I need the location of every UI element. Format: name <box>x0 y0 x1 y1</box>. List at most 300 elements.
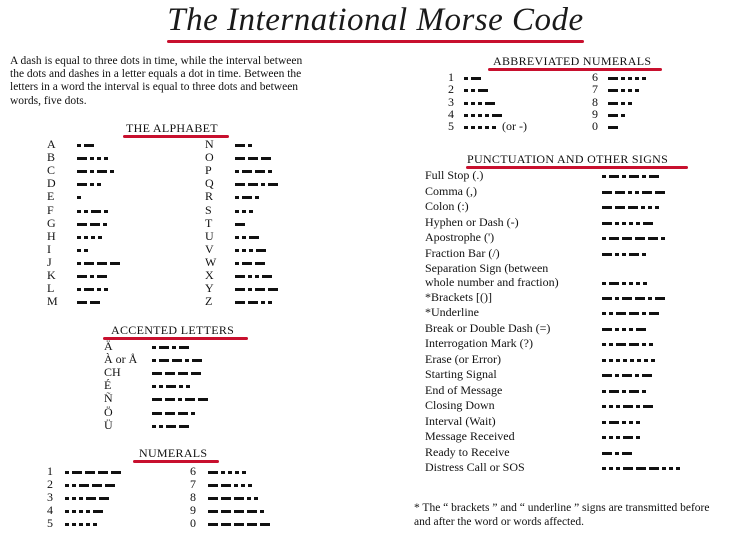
morse-dash <box>90 223 100 226</box>
punctuation-row-label: Separation Sign (between <box>425 261 549 275</box>
morse-dash <box>185 398 195 401</box>
morse-dot <box>84 249 88 252</box>
morse-dash <box>623 436 633 439</box>
morse-dash <box>77 223 87 226</box>
numeral-row-morse <box>65 471 121 474</box>
morse-dot <box>268 301 272 304</box>
morse-dash <box>602 206 612 209</box>
morse-dot <box>485 126 489 129</box>
morse-dash <box>159 346 169 349</box>
alphabet-row-morse <box>77 223 107 226</box>
morse-dot <box>260 510 264 513</box>
abbrev-numeral-row-morse <box>608 126 618 129</box>
morse-dot <box>464 114 468 117</box>
abbrev-numeral-row-morse <box>464 89 488 92</box>
morse-dot <box>90 275 94 278</box>
morse-dot <box>642 253 646 256</box>
morse-dot <box>242 249 246 252</box>
punctuation-row-label: Full Stop (.) <box>425 168 484 182</box>
morse-dash <box>72 471 82 474</box>
morse-dot <box>602 282 606 285</box>
morse-dash <box>609 421 619 424</box>
morse-dot <box>628 191 632 194</box>
alphabet-row-label: N <box>205 137 214 151</box>
numeral-row-label: 1 <box>47 464 53 478</box>
alphabet-row-label: U <box>205 228 214 243</box>
alphabet-row-label: X <box>205 268 214 282</box>
morse-dot <box>77 196 81 199</box>
morse-dot <box>72 497 76 500</box>
abbrev-numeral-row-label: 6 <box>592 70 598 84</box>
punctuation-row-label: Interval (Wait) <box>425 413 496 428</box>
morse-dash <box>235 183 245 186</box>
morse-dot <box>242 236 246 239</box>
morse-dash <box>247 523 257 526</box>
morse-dot <box>629 222 633 225</box>
morse-dash <box>166 385 176 388</box>
punctuation-row-label: Erase (or Error) <box>425 351 501 366</box>
morse-dash <box>629 253 639 256</box>
morse-dot <box>235 210 239 213</box>
morse-dot <box>630 359 634 362</box>
morse-dot <box>255 196 259 199</box>
morse-dash <box>248 183 258 186</box>
morse-dot <box>492 126 496 129</box>
morse-dot <box>616 405 620 408</box>
morse-dash <box>79 484 89 487</box>
morse-dot <box>86 523 90 526</box>
abbrev-numeral-row-label: 8 <box>592 94 598 109</box>
morse-dot <box>622 421 626 424</box>
morse-dot <box>642 312 646 315</box>
morse-dash <box>77 275 87 278</box>
morse-dash <box>77 170 87 173</box>
morse-dash <box>255 170 265 173</box>
morse-dot <box>641 206 645 209</box>
morse-dash <box>268 288 278 291</box>
accented-row-morse <box>152 372 201 375</box>
morse-dash <box>208 510 218 513</box>
alphabet-row-morse <box>77 262 120 265</box>
morse-dash <box>629 312 639 315</box>
morse-dot <box>97 183 101 186</box>
morse-dash <box>642 191 652 194</box>
accented-row-label: Ö <box>104 404 113 419</box>
morse-dot <box>621 102 625 105</box>
alphabet-row-morse <box>77 236 102 239</box>
alphabet-row-label: M <box>47 294 58 309</box>
morse-dash <box>198 398 208 401</box>
numeral-row-morse <box>65 484 115 487</box>
morse-dash <box>97 275 107 278</box>
punctuation-row-label: Message Received <box>425 429 515 443</box>
morse-dot <box>609 343 613 346</box>
numeral-row-label: 6 <box>190 464 196 478</box>
morse-dot <box>629 282 633 285</box>
morse-dot <box>636 436 640 439</box>
alphabet-row-morse <box>77 275 107 278</box>
morse-dash <box>622 374 632 377</box>
morse-dot <box>235 170 239 173</box>
punctuation-row-label: Fraction Bar (/) <box>425 245 500 260</box>
punctuation-row-label: Interrogation Mark (?) <box>425 336 533 350</box>
morse-dot <box>84 210 88 213</box>
alphabet-row-morse <box>77 210 108 213</box>
morse-dash <box>608 102 618 105</box>
title-underline <box>167 40 584 43</box>
morse-dash <box>485 102 495 105</box>
abbrev-numeral-row-morse <box>464 102 495 105</box>
morse-dot <box>77 262 81 265</box>
morse-dot <box>615 222 619 225</box>
punctuation-row-label: Starting Signal <box>425 367 497 381</box>
morse-dot <box>644 359 648 362</box>
morse-dash <box>608 114 618 117</box>
morse-dot <box>221 471 225 474</box>
morse-dot <box>615 253 619 256</box>
morse-dot <box>77 288 81 291</box>
morse-dash <box>192 359 202 362</box>
alphabet-row-morse <box>235 196 259 199</box>
morse-dash <box>616 312 626 315</box>
morse-dot <box>248 484 252 487</box>
alphabet-row-label: A <box>47 137 56 151</box>
morse-dot <box>97 157 101 160</box>
morse-dot <box>93 523 97 526</box>
morse-dot <box>110 170 114 173</box>
morse-dash <box>235 144 245 147</box>
morse-dot <box>602 175 606 178</box>
punctuation-row-morse <box>602 452 632 455</box>
morse-dot <box>621 77 625 80</box>
morse-dash <box>602 328 612 331</box>
morse-dot <box>622 282 626 285</box>
morse-dot <box>159 385 163 388</box>
morse-dash <box>643 222 653 225</box>
morse-dash <box>636 467 646 470</box>
punctuation-row-morse <box>602 191 665 194</box>
abbrev-numeral-row-label: 5 <box>448 119 454 134</box>
accented-row-morse <box>152 412 195 415</box>
morse-dash <box>247 510 257 513</box>
morse-dot <box>661 237 665 240</box>
morse-dot <box>90 170 94 173</box>
morse-dash <box>628 206 638 209</box>
morse-dash <box>221 484 231 487</box>
punctuation-row-morse <box>602 328 646 331</box>
morse-dot <box>636 405 640 408</box>
morse-dot <box>651 359 655 362</box>
abbrev-numeral-row-morse <box>464 126 496 129</box>
abbreviated-heading-rule <box>488 68 662 71</box>
morse-dash <box>622 452 632 455</box>
morse-dot <box>609 359 613 362</box>
morse-dash <box>616 343 626 346</box>
morse-dash <box>471 77 481 80</box>
abbrev-numeral-row-label: 3 <box>448 94 454 109</box>
abbrev-numeral-row-morse <box>608 89 639 92</box>
morse-dot <box>249 210 253 213</box>
morse-dot <box>628 102 632 105</box>
morse-dot <box>84 236 88 239</box>
alphabet-row-label: V <box>205 241 214 256</box>
accented-row-label: Ä <box>104 339 113 353</box>
morse-dash <box>256 249 266 252</box>
morse-dash <box>179 346 189 349</box>
accented-heading: ACCENTED LETTERS <box>111 323 235 337</box>
accented-row-morse <box>152 359 202 362</box>
morse-dot <box>248 144 252 147</box>
morse-dot <box>235 262 239 265</box>
page-title: The International Morse Code <box>167 2 584 38</box>
alphabet-row-label: E <box>47 189 55 204</box>
alphabet-row-morse <box>235 249 266 252</box>
morse-dot <box>186 385 190 388</box>
morse-dot <box>642 77 646 80</box>
punctuation-row-label-line2: whole number and fraction) <box>425 275 559 289</box>
morse-dot <box>649 343 653 346</box>
morse-dot <box>241 484 245 487</box>
alphabet-row-morse <box>235 170 272 173</box>
morse-dash <box>93 510 103 513</box>
morse-dot <box>72 510 76 513</box>
morse-dash <box>478 89 488 92</box>
morse-dash <box>152 398 162 401</box>
morse-dash <box>208 497 218 500</box>
morse-dash <box>609 237 619 240</box>
morse-dot <box>676 467 680 470</box>
morse-dash <box>649 467 659 470</box>
morse-dash <box>234 510 244 513</box>
morse-dash <box>166 425 176 428</box>
morse-dash <box>91 210 101 213</box>
morse-dash <box>623 405 633 408</box>
morse-dot <box>628 89 632 92</box>
morse-dot <box>79 523 83 526</box>
punctuation-row-morse <box>602 421 640 424</box>
punctuation-row-morse <box>602 405 653 408</box>
morse-dot <box>629 421 633 424</box>
morse-dash <box>191 372 201 375</box>
morse-dash <box>602 253 612 256</box>
morse-dash <box>86 497 96 500</box>
morse-dash <box>165 412 175 415</box>
alphabet-row-label: K <box>47 268 56 282</box>
morse-dash <box>159 359 169 362</box>
morse-dash <box>655 191 665 194</box>
punctuation-heading-rule <box>466 166 688 169</box>
morse-dot <box>97 288 101 291</box>
morse-dot <box>655 206 659 209</box>
morse-dot <box>77 249 81 252</box>
morse-dash <box>622 237 632 240</box>
morse-dash <box>262 275 272 278</box>
accented-row-label: CH <box>104 365 121 380</box>
morse-dash <box>152 412 162 415</box>
morse-dot <box>242 471 246 474</box>
punctuation-row-morse <box>602 206 659 209</box>
morse-dot <box>615 297 619 300</box>
morse-dot <box>662 467 666 470</box>
morse-dot <box>255 275 259 278</box>
morse-dot <box>464 89 468 92</box>
morse-dot <box>248 288 252 291</box>
punctuation-row-morse <box>602 253 646 256</box>
morse-dash <box>602 297 612 300</box>
morse-dot <box>72 484 76 487</box>
morse-dot <box>609 467 613 470</box>
morse-dash <box>221 497 231 500</box>
accented-row-label: Ü <box>104 417 113 432</box>
morse-dash <box>111 471 121 474</box>
morse-dash <box>84 288 94 291</box>
morse-dash <box>268 183 278 186</box>
morse-dot <box>622 253 626 256</box>
alphabet-row-morse <box>77 170 114 173</box>
punctuation-row-morse <box>602 390 646 393</box>
morse-dot <box>261 301 265 304</box>
numeral-row-morse <box>208 471 246 474</box>
punctuation-row-label: Colon (:) <box>425 199 469 213</box>
morse-dot <box>90 183 94 186</box>
morse-dash <box>609 282 619 285</box>
accented-row-label: Ñ <box>104 391 113 406</box>
morse-dot <box>464 77 468 80</box>
punctuation-row-morse <box>602 374 652 377</box>
morse-dot <box>471 89 475 92</box>
morse-dash <box>602 374 612 377</box>
morse-dash <box>649 312 659 315</box>
morse-dash <box>179 425 189 428</box>
alphabet-row-morse <box>77 288 108 291</box>
morse-dot <box>191 412 195 415</box>
numeral-row-morse <box>208 510 264 513</box>
accented-heading-rule <box>103 337 248 340</box>
alphabet-row-label: J <box>47 254 52 269</box>
morse-dot <box>178 398 182 401</box>
abbrev-numeral-row-alt: (or -) <box>502 119 527 134</box>
alphabet-row-label: T <box>205 215 213 230</box>
accented-row-morse <box>152 425 189 428</box>
alphabet-row-morse <box>235 236 259 239</box>
morse-dash <box>649 175 659 178</box>
morse-dot <box>636 282 640 285</box>
abbrev-numeral-row-label: 7 <box>592 82 598 97</box>
alphabet-row-morse <box>235 144 252 147</box>
morse-dash <box>98 471 108 474</box>
alphabet-row-morse <box>235 288 278 291</box>
morse-dash <box>97 262 107 265</box>
alphabet-row-label: H <box>47 228 56 243</box>
morse-dot <box>464 102 468 105</box>
morse-dash <box>255 262 265 265</box>
morse-dot <box>104 157 108 160</box>
alphabet-row-label: D <box>47 176 56 191</box>
morse-dash <box>90 301 100 304</box>
morse-dash <box>635 237 645 240</box>
abbrev-numeral-row-label: 9 <box>592 106 598 121</box>
punctuation-row-morse <box>602 222 653 225</box>
morse-dot <box>602 467 606 470</box>
intro-line: letters in a word the interval is equal to three dots and between <box>10 81 299 94</box>
morse-dash <box>622 297 632 300</box>
morse-dot <box>602 312 606 315</box>
morse-dash <box>242 262 252 265</box>
morse-dot <box>471 102 475 105</box>
morse-dot <box>235 249 239 252</box>
morse-dash <box>642 374 652 377</box>
intro-paragraph <box>10 55 335 108</box>
alphabet-row-morse <box>235 223 245 226</box>
morse-dot <box>77 144 81 147</box>
numeral-row-label: 3 <box>47 490 53 505</box>
morse-dash <box>242 170 252 173</box>
morse-dot <box>602 237 606 240</box>
morse-dot <box>152 425 156 428</box>
abbrev-numeral-row-label: 2 <box>448 82 454 97</box>
morse-dash <box>84 262 94 265</box>
morse-dot <box>464 126 468 129</box>
morse-dot <box>91 236 95 239</box>
morse-dot <box>616 359 620 362</box>
numerals-heading-rule <box>133 460 219 463</box>
morse-dot <box>615 452 619 455</box>
numerals-heading: NUMERALS <box>139 446 208 460</box>
morse-dot <box>77 236 81 239</box>
morse-dot <box>235 236 239 239</box>
morse-dot <box>635 89 639 92</box>
morse-dot <box>65 523 69 526</box>
punctuation-row-label: Apostrophe (') <box>425 230 495 244</box>
morse-dash <box>602 191 612 194</box>
morse-dash <box>178 372 188 375</box>
morse-dash <box>636 328 646 331</box>
punctuation-row-label: *Brackets [()] <box>425 289 492 304</box>
morse-dash <box>208 471 218 474</box>
morse-dot <box>261 183 265 186</box>
alphabet-row-morse <box>77 196 81 199</box>
morse-dash <box>655 297 665 300</box>
morse-dot <box>602 390 606 393</box>
alphabet-row-label: W <box>205 254 217 269</box>
morse-dash <box>492 114 502 117</box>
morse-dash <box>615 191 625 194</box>
punctuation-row-morse <box>602 312 659 315</box>
morse-dash <box>609 390 619 393</box>
morse-dot <box>103 223 107 226</box>
morse-dot <box>478 114 482 117</box>
punctuation-row-morse <box>602 175 659 178</box>
morse-dot <box>485 114 489 117</box>
morse-dash <box>608 126 618 129</box>
morse-dot <box>234 484 238 487</box>
morse-dot <box>637 359 641 362</box>
morse-dash <box>235 288 245 291</box>
morse-dot <box>172 346 176 349</box>
numeral-row-label: 0 <box>190 516 196 531</box>
alphabet-row-morse <box>235 210 253 213</box>
alphabet-row-label: B <box>47 150 56 165</box>
numeral-row-label: 5 <box>47 516 53 531</box>
morse-dash <box>235 301 245 304</box>
morse-dot <box>628 77 632 80</box>
morse-dot <box>72 523 76 526</box>
accented-row-morse <box>152 385 190 388</box>
morse-dash <box>235 275 245 278</box>
morse-dot <box>471 114 475 117</box>
abbrev-numeral-row-label: 4 <box>448 106 454 121</box>
morse-dot <box>248 275 252 278</box>
